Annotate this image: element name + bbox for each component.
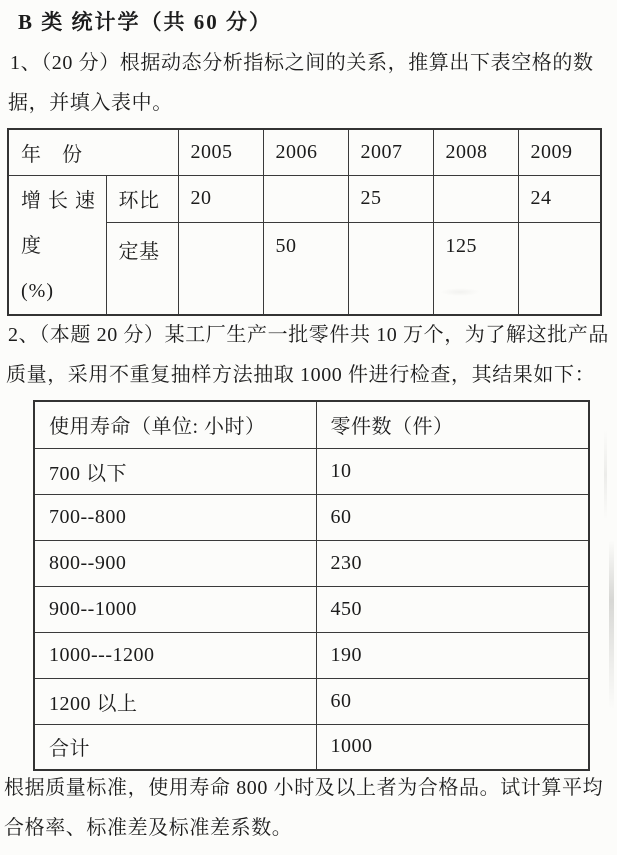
year-cell: 2007 [348,129,433,175]
total-label-cell: 合计 [34,724,316,770]
footer-instruction-line1: 根据质量标准，使用寿命 800 小时及以上者为合格品。试计算平均 [4,777,604,799]
value-cell [263,175,348,223]
year-cell: 2005 [178,129,263,175]
table-total-row [34,724,589,770]
value-cell [348,223,433,315]
value-cell [178,223,263,315]
question-1-text-line1: 1、（20 分）根据动态分析指标之间的关系，推算出下表空格的数 [10,52,594,74]
page-title: B 类 统计学（共 60 分） [18,10,273,34]
lifetime-range-cell: 700 以下 [34,448,316,494]
value-cell: 24 [518,175,601,223]
row-label-cell: 定基 [106,223,178,315]
column-header-cell: 使用寿命（单位: 小时） [34,401,316,448]
table-row [34,448,589,494]
part-count-cell: 10 [316,448,589,494]
lifetime-range-cell: 1000---1200 [34,632,316,678]
lifetime-range-cell: 800--900 [34,540,316,586]
part-count-cell: 60 [316,678,589,724]
value-cell: 20 [178,175,263,223]
total-count-cell: 1000 [316,724,589,770]
value-cell [433,175,518,223]
question-1-text-line2: 据，并填入表中。 [8,92,173,114]
question-2-text-line1: 2、（本题 20 分）某工厂生产一批零件共 10 万个，为了解这批产品 [8,324,609,346]
part-count-cell: 60 [316,494,589,540]
footer-instruction-line2: 合格率、标准差及标准差系数。 [4,817,293,839]
question-2-text-line2: 质量，采用不重复抽样方法抽取 1000 件进行检查，其结果如下： [6,364,596,386]
table-row [34,586,589,632]
table-row [8,175,601,223]
table-row [34,632,589,678]
growth-rate-table [7,128,602,316]
lifetime-range-cell: 700--800 [34,494,316,540]
lifetime-table [33,400,590,771]
group-label-line: 度 [21,234,42,257]
lifetime-range-cell: 900--1000 [34,586,316,632]
table-row [34,540,589,586]
group-label-line: (%) [21,279,54,302]
value-cell: 125 [433,223,518,315]
year-cell: 2008 [433,129,518,175]
part-count-cell: 450 [316,586,589,632]
value-cell [518,223,601,315]
table-row [34,678,589,724]
table-header-row [34,401,589,448]
part-count-cell: 230 [316,540,589,586]
row-label-cell: 环比 [106,175,178,223]
value-cell: 25 [348,175,433,223]
column-header-cell: 零件数（件） [316,401,589,448]
value-cell: 50 [263,223,348,315]
growth-rate-group-label-cell [8,175,106,315]
year-cell: 2009 [518,129,601,175]
group-label-line: 增 长 速 [21,189,96,212]
part-count-cell: 190 [316,632,589,678]
year-cell: 2006 [263,129,348,175]
year-label-cell: 年 份 [8,129,178,175]
lifetime-range-cell: 1200 以上 [34,678,316,724]
table-row [8,129,601,175]
scan-artifact [609,540,614,710]
scan-artifact [604,430,607,520]
table-row [34,494,589,540]
